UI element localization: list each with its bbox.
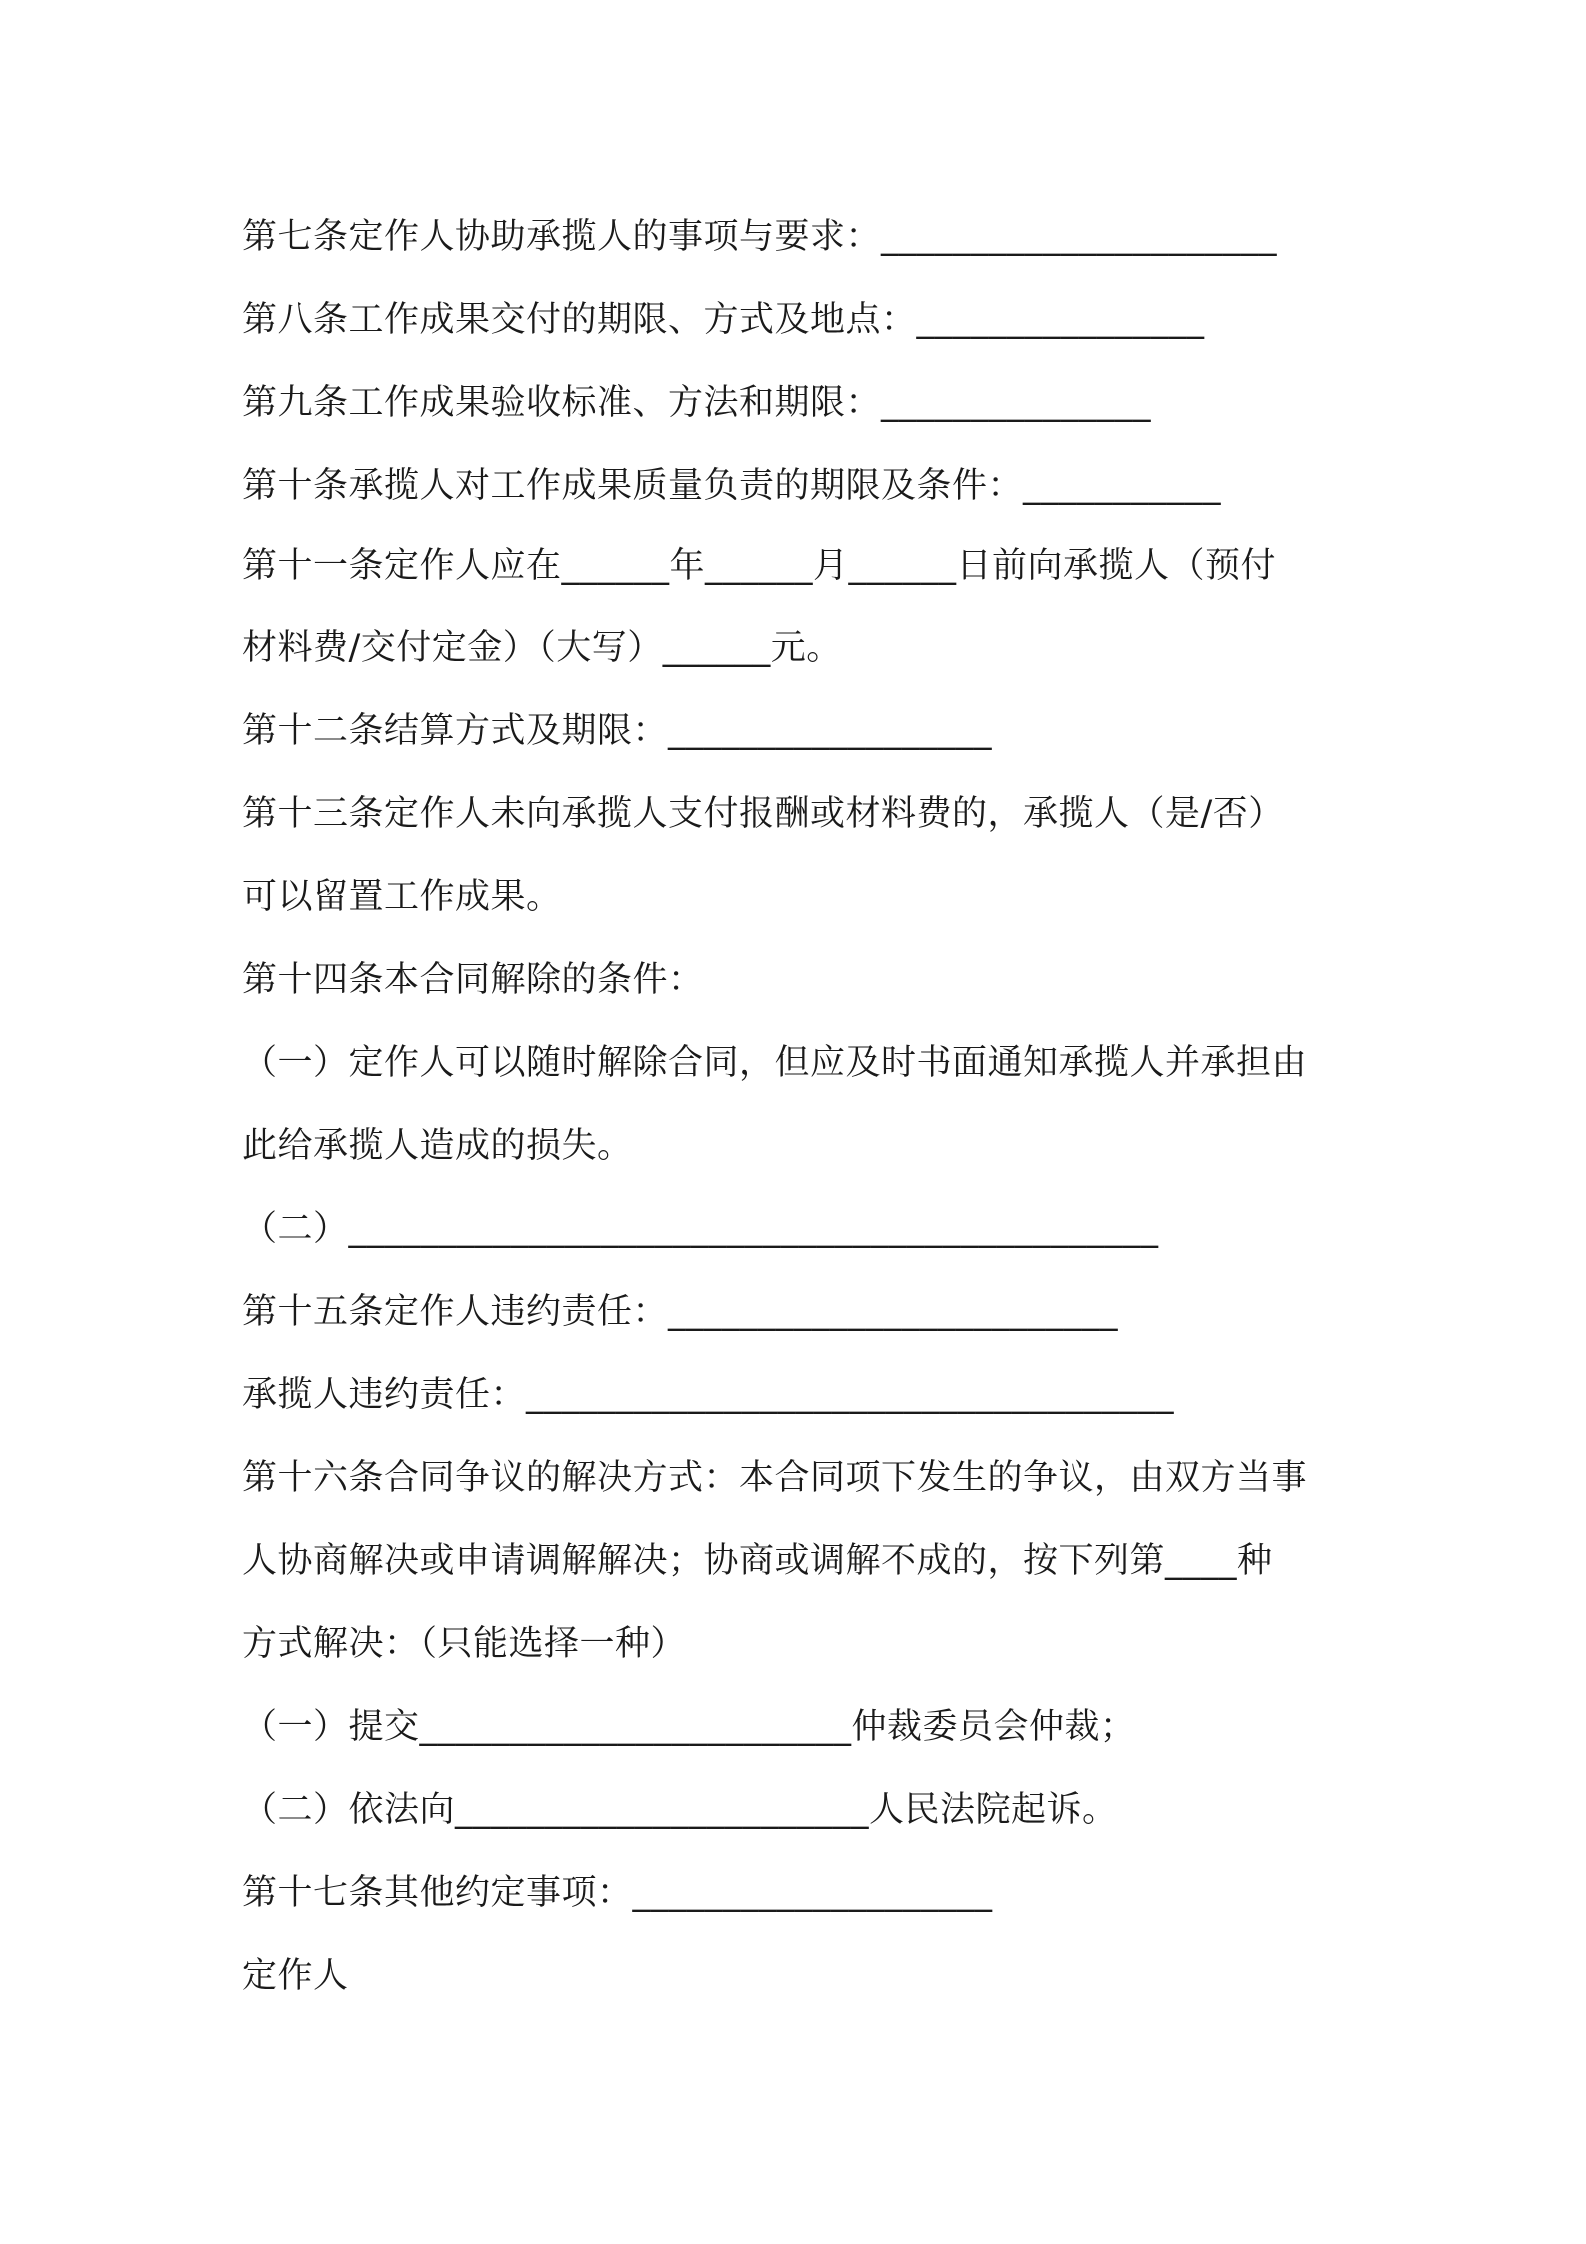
clause-16-line-1: 第十六条合同争议的解决方式：本合同项下发生的争议，由双方当事 <box>242 1458 1308 1498</box>
clause-9-line: 第九条工作成果验收标准、方法和期限：_______________ <box>242 383 1152 423</box>
clause-7-line: 第七条定作人协助承揽人的事项与要求：______________________ <box>242 217 1278 257</box>
clause-13-line-1: 第十三条定作人未向承揽人支付报酬或材料费的，承揽人（是/否） <box>242 794 1284 834</box>
clause-8-line: 第八条工作成果交付的期限、方式及地点：________________ <box>242 300 1205 340</box>
clause-11-line-1: 第十一条定作人应在______年______月______日前向承揽人（预付 <box>242 546 1277 586</box>
clause-14-heading: 第十四条本合同解除的条件： <box>242 960 704 1000</box>
clause-16-option-2: （二）依法向_______________________人民法院起诉。 <box>242 1790 1118 1830</box>
clause-15-line-2: 承揽人违约责任：____________________________________ <box>242 1375 1175 1415</box>
clause-11-line-2: 材料费/交付定金）（大写）______元。 <box>242 628 842 668</box>
clause-14-item-2-line: （二）_____________________________________________ <box>242 1209 1159 1249</box>
clause-16-option-1: （一）提交________________________仲裁委员会仲裁； <box>242 1707 1136 1747</box>
clause-16-line-2: 人协商解决或申请调解解决；协商或调解不成的，按下列第____种 <box>242 1541 1273 1581</box>
clause-17-line: 第十七条其他约定事项：____________________ <box>242 1873 993 1913</box>
clause-16-line-3: 方式解决：（只能选择一种） <box>242 1624 687 1664</box>
clause-12-line: 第十二条结算方式及期限：__________________ <box>242 711 993 751</box>
signature-party-label: 定作人 <box>242 1956 349 1996</box>
clause-13-line-2: 可以留置工作成果。 <box>242 877 562 917</box>
clause-15-line-1: 第十五条定作人违约责任：_________________________ <box>242 1292 1119 1332</box>
clause-14-item-1-line-1: （一）定作人可以随时解除合同，但应及时书面通知承揽人并承担由 <box>242 1043 1308 1083</box>
clause-10-line: 第十条承揽人对工作成果质量负责的期限及条件：___________ <box>242 466 1222 506</box>
clause-14-item-1-line-2: 此给承揽人造成的损失。 <box>242 1126 633 1166</box>
